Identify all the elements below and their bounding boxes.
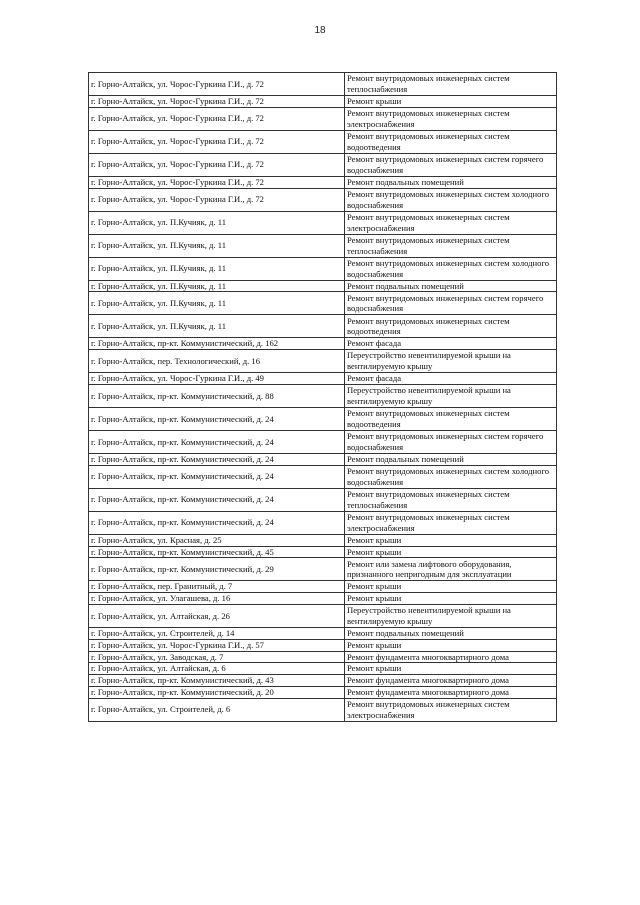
table-row <box>89 686 557 698</box>
address-cell: г. Горно-Алтайск, ул. П.Кучияк, д. 11 <box>89 315 345 338</box>
address-cell: г. Горно-Алтайск, ул. Строителей, д. 14 <box>89 627 345 639</box>
repair-work-cell: Ремонт крыши <box>345 593 557 605</box>
repair-work-cell: Ремонт подвальных помещений <box>345 280 557 292</box>
table-row <box>89 338 557 350</box>
table-row <box>89 407 557 430</box>
table-row <box>89 627 557 639</box>
table-row <box>89 234 557 257</box>
table-row <box>89 373 557 385</box>
address-cell: г. Горно-Алтайск, пер. Гранитный, д. 7 <box>89 581 345 593</box>
repair-work-cell: Ремонт внутридомовых инженерных систем теплоснабжения <box>345 488 557 511</box>
table-row <box>89 315 557 338</box>
address-cell: г. Горно-Алтайск, пр-кт. Коммунистический, д. 20 <box>89 686 345 698</box>
address-cell: г. Горно-Алтайск, ул. Чорос-Гуркина Г.И., д. 72 <box>89 130 345 153</box>
repair-work-cell: Ремонт внутридомовых инженерных систем горячего водоснабжения <box>345 292 557 315</box>
address-cell: г. Горно-Алтайск, пр-кт. Коммунистический, д. 24 <box>89 488 345 511</box>
table-row <box>89 96 557 108</box>
address-cell: г. Горно-Алтайск, ул. Чорос-Гуркина Г.И., д. 72 <box>89 176 345 188</box>
address-cell: г. Горно-Алтайск, пр-кт. Коммунистический, д. 88 <box>89 384 345 407</box>
repair-work-cell: Ремонт фундамента многоквартирного дома <box>345 686 557 698</box>
table-row <box>89 211 557 234</box>
address-cell: г. Горно-Алтайск, ул. Красная, д. 25 <box>89 534 345 546</box>
address-cell: г. Горно-Алтайск, ул. Чорос-Гуркина Г.И., д. 72 <box>89 73 345 96</box>
repair-work-cell: Ремонт внутридомовых инженерных систем холодного водоснабжения <box>345 465 557 488</box>
repair-work-cell: Переустройство невентилируемой крыши на вентилируемую крышу <box>345 350 557 373</box>
address-cell: г. Горно-Алтайск, ул. Строителей, д. 6 <box>89 698 345 721</box>
table-row <box>89 130 557 153</box>
address-cell: г. Горно-Алтайск, ул. Чорос-Гуркина Г.И., д. 72 <box>89 188 345 211</box>
table-row <box>89 581 557 593</box>
table-row <box>89 651 557 663</box>
address-cell: г. Горно-Алтайск, ул. П.Кучияк, д. 11 <box>89 292 345 315</box>
address-cell: г. Горно-Алтайск, ул. Чорос-Гуркина Г.И., д. 72 <box>89 107 345 130</box>
repair-registry-table <box>88 72 557 722</box>
address-cell: г. Горно-Алтайск, пр-кт. Коммунистический, д. 43 <box>89 675 345 687</box>
table-row <box>89 176 557 188</box>
address-cell: г. Горно-Алтайск, пр-кт. Коммунистический, д. 24 <box>89 430 345 453</box>
address-cell: г. Горно-Алтайск, ул. Улагашева, д. 16 <box>89 593 345 605</box>
repair-work-cell: Ремонт подвальных помещений <box>345 627 557 639</box>
table-row <box>89 430 557 453</box>
table-row <box>89 511 557 534</box>
address-cell: г. Горно-Алтайск, ул. Заводская, д. 7 <box>89 651 345 663</box>
repair-work-cell: Ремонт внутридомовых инженерных систем электроснабжения <box>345 211 557 234</box>
repair-work-cell: Ремонт подвальных помещений <box>345 453 557 465</box>
repair-work-cell: Ремонт подвальных помещений <box>345 176 557 188</box>
address-cell: г. Горно-Алтайск, пр-кт. Коммунистический, д. 24 <box>89 407 345 430</box>
address-cell: г. Горно-Алтайск, пр-кт. Коммунистический, д. 162 <box>89 338 345 350</box>
table-row <box>89 257 557 280</box>
table-row <box>89 107 557 130</box>
address-cell: г. Горно-Алтайск, ул. Чорос-Гуркина Г.И., д. 49 <box>89 373 345 385</box>
repair-work-cell: Ремонт внутридомовых инженерных систем холодного водоснабжения <box>345 257 557 280</box>
table-row <box>89 663 557 675</box>
table-row <box>89 292 557 315</box>
address-cell: г. Горно-Алтайск, ул. Алтайская, д. 6 <box>89 663 345 675</box>
table-row <box>89 350 557 373</box>
address-cell: г. Горно-Алтайск, ул. П.Кучияк, д. 11 <box>89 234 345 257</box>
repair-work-cell: Ремонт внутридомовых инженерных систем холодного водоснабжения <box>345 188 557 211</box>
table-row <box>89 73 557 96</box>
registry-body <box>89 73 557 722</box>
repair-work-cell: Ремонт или замена лифтового оборудования, признанного непригодным для эксплуатации <box>345 558 557 581</box>
table-row <box>89 675 557 687</box>
repair-work-cell: Переустройство невентилируемой крыши на вентилируемую крышу <box>345 384 557 407</box>
repair-work-cell: Ремонт внутридомовых инженерных систем горячего водоснабжения <box>345 153 557 176</box>
address-cell: г. Горно-Алтайск, ул. Чорос-Гуркина Г.И., д. 57 <box>89 639 345 651</box>
repair-work-cell: Ремонт внутридомовых инженерных систем теплоснабжения <box>345 234 557 257</box>
table-row <box>89 280 557 292</box>
address-cell: г. Горно-Алтайск, ул. Алтайская, д. 26 <box>89 604 345 627</box>
address-cell: г. Горно-Алтайск, ул. П.Кучияк, д. 11 <box>89 280 345 292</box>
table-row <box>89 593 557 605</box>
address-cell: г. Горно-Алтайск, ул. П.Кучияк, д. 11 <box>89 257 345 280</box>
address-cell: г. Горно-Алтайск, ул. Чорос-Гуркина Г.И., д. 72 <box>89 96 345 108</box>
repair-work-cell: Ремонт крыши <box>345 581 557 593</box>
repair-work-cell: Ремонт внутридомовых инженерных систем водоотведения <box>345 130 557 153</box>
repair-work-cell: Ремонт крыши <box>345 96 557 108</box>
address-cell: г. Горно-Алтайск, ул. Чорос-Гуркина Г.И., д. 72 <box>89 153 345 176</box>
repair-work-cell: Ремонт внутридомовых инженерных систем горячего водоснабжения <box>345 430 557 453</box>
repair-work-cell: Ремонт внутридомовых инженерных систем водоотведения <box>345 407 557 430</box>
repair-work-cell: Ремонт внутридомовых инженерных систем водоотведения <box>345 315 557 338</box>
table-row <box>89 639 557 651</box>
table-row <box>89 188 557 211</box>
repair-work-cell: Ремонт фундамента многоквартирного дома <box>345 651 557 663</box>
table-row <box>89 453 557 465</box>
repair-work-cell: Ремонт крыши <box>345 639 557 651</box>
table-row <box>89 546 557 558</box>
address-cell: г. Горно-Алтайск, пр-кт. Коммунистический, д. 29 <box>89 558 345 581</box>
address-cell: г. Горно-Алтайск, пр-кт. Коммунистический, д. 24 <box>89 453 345 465</box>
repair-work-cell: Ремонт фасада <box>345 338 557 350</box>
table-row <box>89 698 557 721</box>
table-row <box>89 384 557 407</box>
table-row <box>89 534 557 546</box>
address-cell: г. Горно-Алтайск, пр-кт. Коммунистический, д. 45 <box>89 546 345 558</box>
table-row <box>89 604 557 627</box>
repair-work-cell: Ремонт фундамента многоквартирного дома <box>345 675 557 687</box>
repair-work-cell: Ремонт внутридомовых инженерных систем электроснабжения <box>345 698 557 721</box>
address-cell: г. Горно-Алтайск, пр-кт. Коммунистический, д. 24 <box>89 511 345 534</box>
table-row <box>89 558 557 581</box>
repair-work-cell: Ремонт фасада <box>345 373 557 385</box>
repair-work-cell: Ремонт внутридомовых инженерных систем теплоснабжения <box>345 73 557 96</box>
table-row <box>89 153 557 176</box>
page-number: 18 <box>314 25 326 36</box>
repair-work-cell: Ремонт крыши <box>345 546 557 558</box>
repair-work-cell: Ремонт внутридомовых инженерных систем электроснабжения <box>345 107 557 130</box>
table-row <box>89 465 557 488</box>
repair-work-cell: Ремонт внутридомовых инженерных систем электроснабжения <box>345 511 557 534</box>
address-cell: г. Горно-Алтайск, пр-кт. Коммунистический, д. 24 <box>89 465 345 488</box>
repair-work-cell: Ремонт крыши <box>345 663 557 675</box>
repair-work-cell: Ремонт крыши <box>345 534 557 546</box>
address-cell: г. Горно-Алтайск, ул. П.Кучияк, д. 11 <box>89 211 345 234</box>
table-row <box>89 488 557 511</box>
address-cell: г. Горно-Алтайск, пер. Технологический, д. 16 <box>89 350 345 373</box>
repair-work-cell: Переустройство невентилируемой крыши на вентилируемую крышу <box>345 604 557 627</box>
